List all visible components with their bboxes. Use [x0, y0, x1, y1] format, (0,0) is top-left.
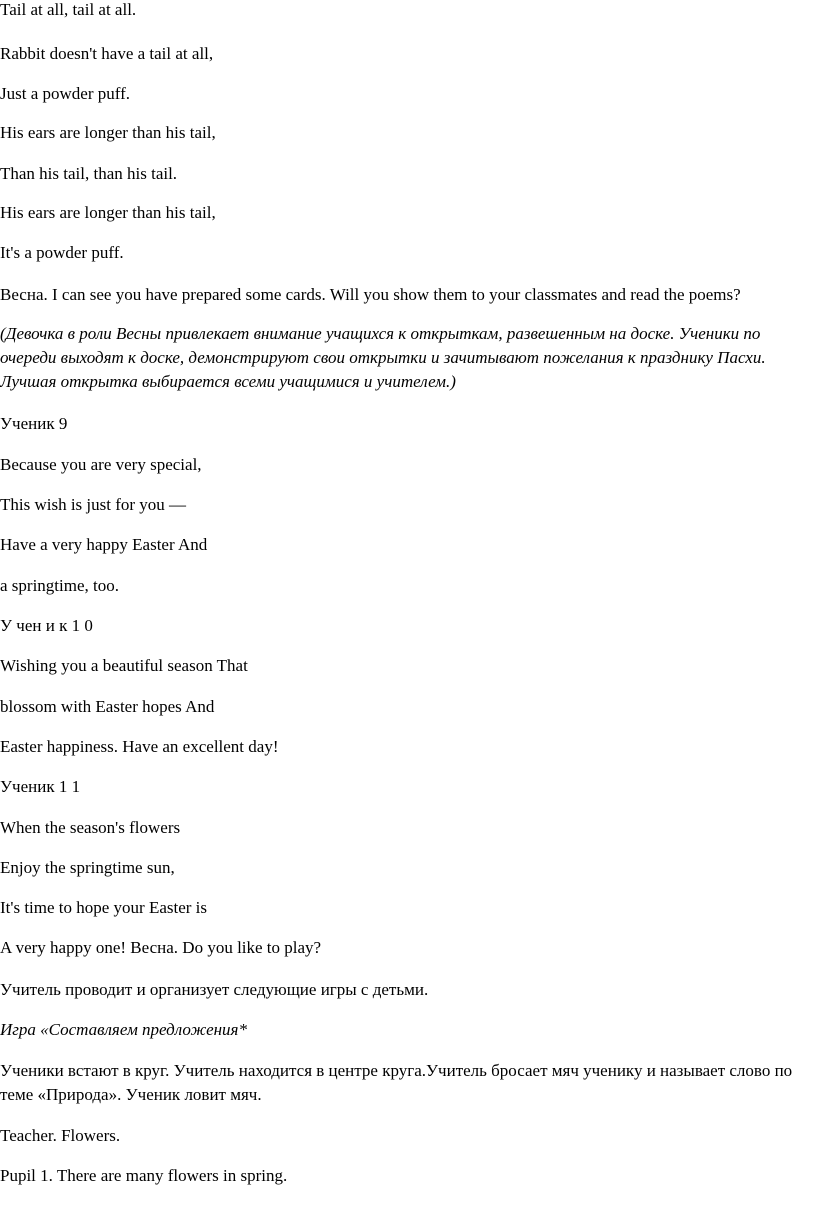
pupil-10-line: Easter happiness. Have an excellent day! [0, 737, 279, 756]
poem-line: It's a powder puff. [0, 243, 124, 262]
dialogue-line: Teacher. Flowers. [0, 1126, 121, 1145]
pupil-9-line: Because you are very special, [0, 455, 202, 474]
poem-line: Just a powder puff. [0, 84, 130, 103]
pupil-11-line: It's time to hope your Easter is [0, 898, 208, 917]
dialogue-line: Pupil 1. There are many flowers in spring. [0, 1166, 288, 1185]
teacher-note: Учитель проводит и организует следующие игры с детьми. [0, 980, 429, 999]
pupil-11-line: Enjoy the springtime sun, [0, 858, 175, 877]
pupil-9-line: This wish is just for you — [0, 495, 187, 514]
pupil-9-heading: Ученик 9 [0, 414, 68, 433]
pupil-11-heading: Ученик 1 1 [0, 777, 81, 796]
pupil-10-line: blossom with Easter hopes And [0, 697, 215, 716]
pupil-11-line: A very happy one! Весна. Do you like to play? [0, 938, 322, 957]
stage-direction: (Девочка в роли Весны привлекает внимание учащихся к открыткам, развешенным на доске. Ученики по очереди выходят к доске, демонстрируют свои открытки и зачитывают пожелания к празднику Пасхи. Лучшая открытка выбирается всеми учащимися и учителем.) [0, 324, 766, 391]
poem-line: Rabbit doesn't have a tail at all, [0, 44, 214, 63]
pupil-9-line: Have a very happy Easter And [0, 535, 208, 554]
game-title: Игра «Составляем предложения* [0, 1020, 247, 1039]
poem-line: Than his tail, than his tail. [0, 164, 178, 183]
pupil-10-line: Wishing you a beautiful season That [0, 656, 248, 675]
pupil-10-heading: У чен и к 1 0 [0, 616, 93, 635]
game-description: Ученики встают в круг. Учитель находится в центре круга.Учитель бросает мяч ученику и называет слово по теме «Природа». Ученик ловит мяч. [0, 1061, 793, 1104]
pupil-9-line: a springtime, too. [0, 576, 119, 595]
poem-line: Tail at all, tail at all. [0, 0, 137, 19]
poem-line: His ears are longer than his tail, [0, 203, 216, 222]
pupil-11-line: When the season's flowers [0, 818, 181, 837]
spring-line: Весна. I can see you have prepared some cards. Will you show them to your classmates and read the poems? [0, 285, 741, 304]
poem-line: His ears are longer than his tail, [0, 123, 216, 142]
